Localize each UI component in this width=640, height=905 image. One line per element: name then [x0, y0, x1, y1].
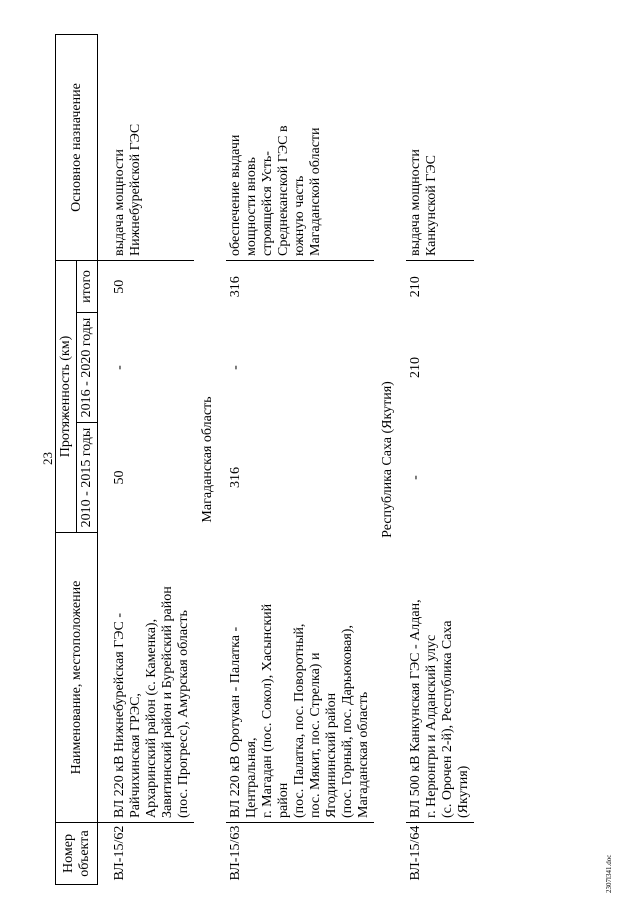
region-label: Республика Саха (Якутия) [380, 381, 395, 538]
header-total: итого [77, 261, 98, 313]
row-total: 50 [112, 279, 127, 294]
region-label: Магаданская область [200, 396, 215, 523]
document-file-note: 2307l341.doc [605, 854, 613, 893]
objects-table [55, 34, 474, 885]
header-length: Протяженность (км) [56, 261, 77, 533]
row-purpose: выдача мощности Нижнебурейской ГЭС [98, 35, 195, 261]
row-number: ВЛ-15/62 [112, 825, 127, 881]
table-row [98, 35, 195, 885]
header-purpose: Основное назначение [56, 35, 98, 261]
header-row [56, 35, 77, 885]
row-name: ВЛ 220 кВ Оротукан - Палатка - Центральная, г. Магадан (пос. Сокол), Хасынский район (пос. Палатка, пос. Поворотный, пос. Мякит, пос. Стрелка) и Ягодининский район (пос. Горный, пос. Дарьюковая), Магаданская область [226, 533, 374, 823]
row-name: ВЛ 220 кВ Нижнебурейская ГЭС - Райчихинская ГРЭС, Архаринский район (с. Каменка), Завитинский район и Бурейский район (пос. Прогресс), Амурская область [98, 533, 195, 823]
region-row-yakutia [374, 35, 406, 885]
row-period-2: - [228, 365, 243, 370]
header-name-location: Наименование, местоположение [56, 533, 98, 823]
row-number: ВЛ-15/64 [408, 825, 423, 881]
table-row [226, 35, 374, 885]
row-period-2: - [112, 365, 127, 370]
row-total: 316 [228, 276, 243, 298]
row-number: ВЛ-15/63 [228, 825, 243, 881]
table-row [406, 35, 474, 885]
page-number: 23 [40, 452, 55, 465]
row-purpose: обеспечение выдачи мощности вновь строящейся Усть- Среднеканской ГЭС в южную часть Магаданской области [226, 35, 374, 261]
row-period-1: - [408, 475, 423, 480]
row-period-2: 210 [408, 357, 423, 378]
row-total: 210 [408, 276, 423, 298]
region-row-magadan [194, 35, 226, 885]
header-object-number: Номер объекта [56, 823, 98, 885]
row-period-1: 50 [112, 470, 127, 485]
row-period-1: 316 [228, 467, 243, 488]
header-period-2: 2016 - 2020 годы [77, 313, 98, 423]
row-purpose: выдача мощности Канкунской ГЭС [406, 35, 474, 261]
header-period-1: 2010 - 2015 годы [77, 423, 98, 533]
row-name: ВЛ 500 кВ Канкунская ГЭС - Алдан, г. Нерюнгри и Алданский улус (с. Орочен 2-й), Республика Саха (Якутия) [406, 533, 474, 823]
